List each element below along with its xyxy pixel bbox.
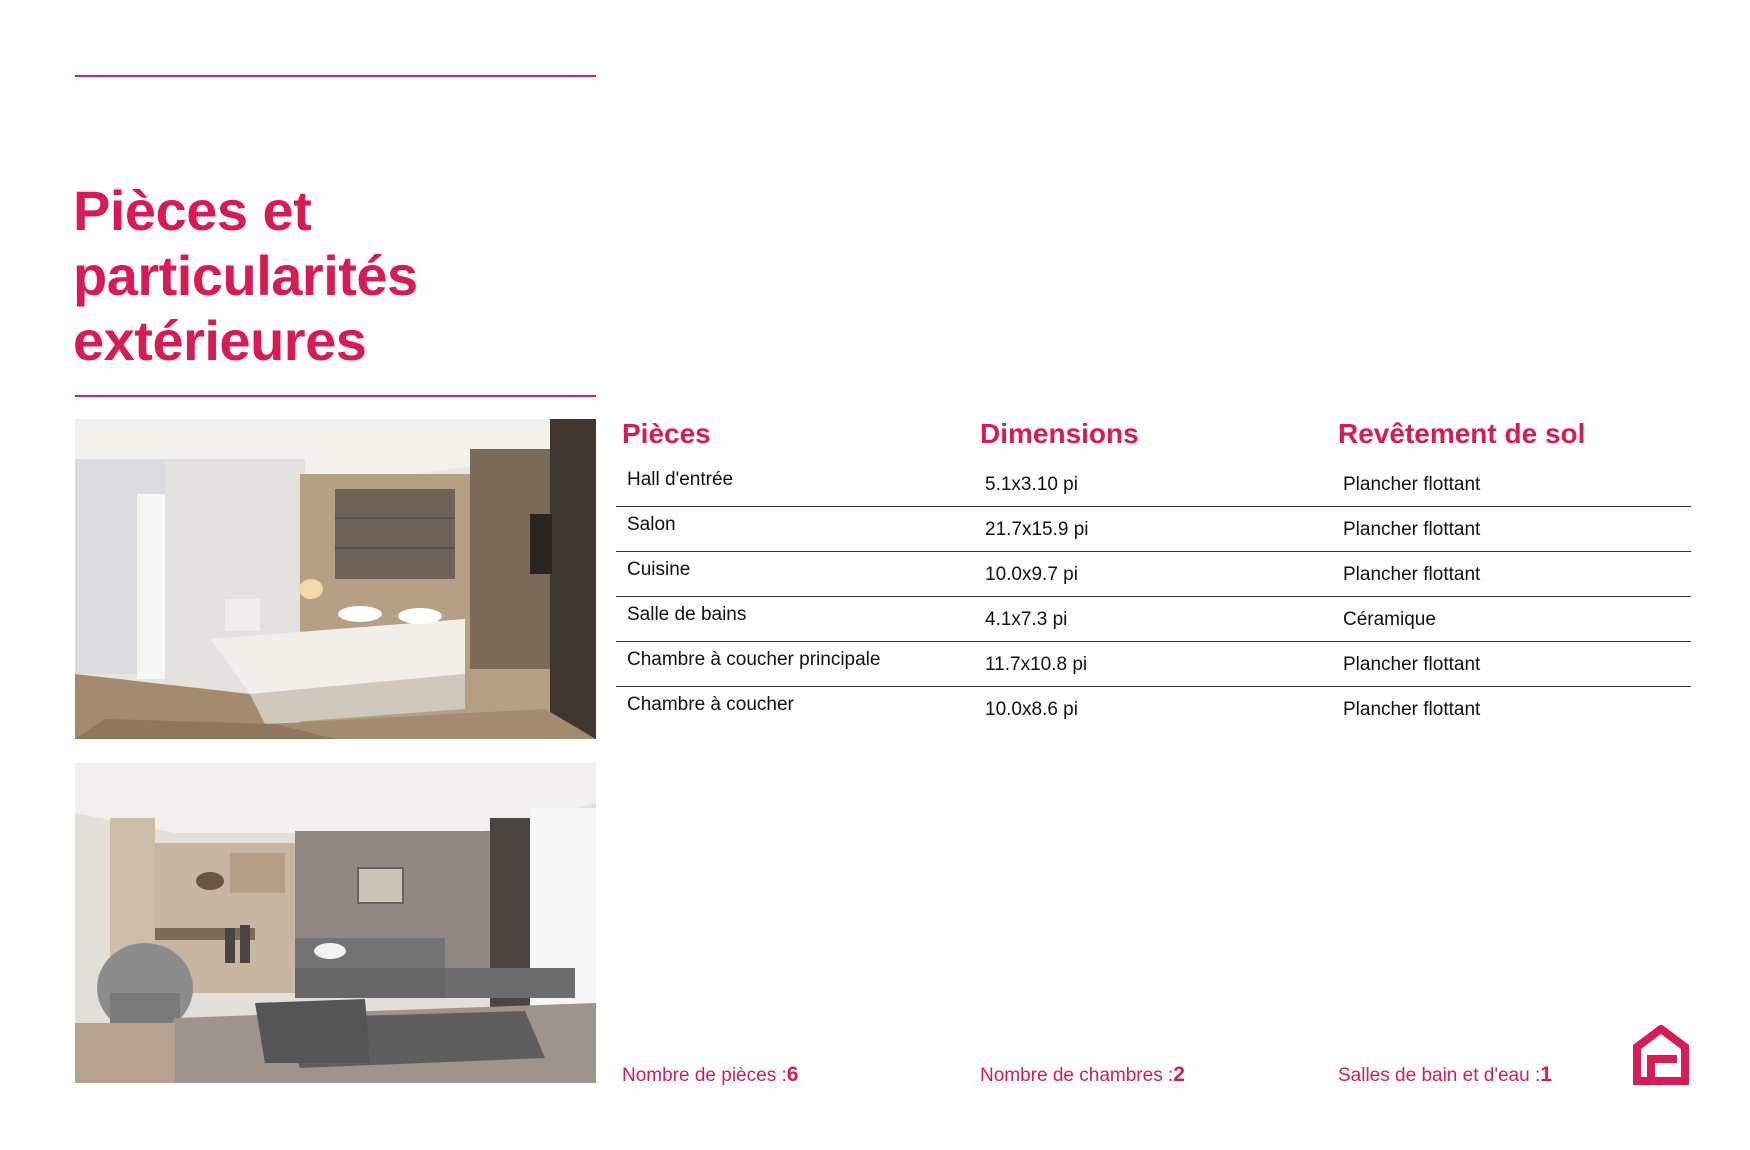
living-room-photo — [75, 763, 596, 1083]
room-flooring: Plancher flottant — [1343, 564, 1481, 585]
room-flooring: Plancher flottant — [1343, 519, 1481, 540]
stat-bedrooms — [980, 1063, 1185, 1087]
house-logo-icon — [1633, 1025, 1689, 1085]
room-name: Salon — [627, 514, 676, 535]
room-dimensions: 5.1x3.10 pi — [985, 474, 1078, 495]
room-dimensions: 21.7x15.9 pi — [985, 519, 1089, 540]
header-dimensions: Dimensions — [980, 418, 1139, 449]
room-name: Hall d'entrée — [627, 469, 734, 490]
table-row — [616, 462, 1691, 507]
stat-bathrooms — [1338, 1063, 1552, 1087]
title-divider — [75, 395, 596, 397]
room-name: Salle de bains — [627, 604, 747, 625]
table-row — [616, 507, 1691, 552]
table-row — [616, 687, 1691, 731]
top-divider — [75, 75, 596, 77]
table-row — [616, 642, 1691, 687]
stat-bedrooms-value: 2 — [1173, 1063, 1185, 1086]
stat-bedrooms-label: Nombre de chambres : — [980, 1065, 1174, 1086]
stat-rooms — [622, 1063, 798, 1087]
table-row — [616, 552, 1691, 597]
room-dimensions: 4.1x7.3 pi — [985, 609, 1068, 630]
stat-bathrooms-label: Salles de bain et d'eau : — [1338, 1065, 1541, 1086]
bedroom-photo — [75, 419, 596, 739]
room-flooring: Céramique — [1343, 609, 1436, 630]
room-flooring: Plancher flottant — [1343, 474, 1481, 495]
header-pieces: Pièces — [622, 418, 711, 449]
room-dimensions: 11.7x10.8 pi — [985, 654, 1088, 675]
room-flooring: Plancher flottant — [1343, 699, 1481, 720]
stat-bathrooms-value: 1 — [1540, 1063, 1552, 1086]
room-dimensions: 10.0x9.7 pi — [985, 564, 1078, 585]
header-floor-covering: Revêtement de sol — [1338, 418, 1586, 449]
rooms-table — [616, 462, 1691, 731]
room-dimensions: 10.0x8.6 pi — [985, 699, 1078, 720]
stat-rooms-label: Nombre de pièces : — [622, 1065, 787, 1086]
stat-rooms-value: 6 — [786, 1063, 799, 1086]
room-name: Cuisine — [627, 559, 691, 580]
room-name: Chambre à coucher — [627, 694, 794, 715]
page-title: Pièces et particularités extérieures — [73, 179, 418, 372]
room-name: Chambre à coucher principale — [627, 649, 881, 670]
table-row — [616, 597, 1691, 642]
room-flooring: Plancher flottant — [1343, 654, 1481, 675]
